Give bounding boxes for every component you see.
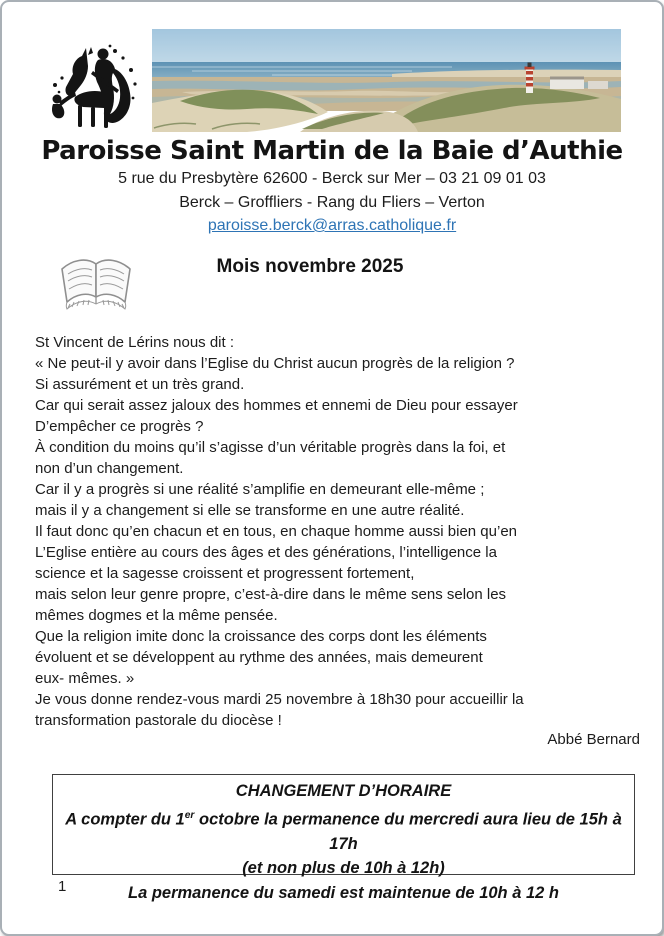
body-text-line: évoluent et se développent au rythme des années, mais demeurent (35, 649, 483, 666)
body-text-line: Il faut donc qu’en chacun et en tous, en chaque homme aussi bien qu’en (35, 523, 517, 540)
notice-line-3: La permanence du samedi est maintenue de 10h à 12 h (128, 883, 559, 902)
body-text-line: mais il y a changement si elle se transforme en une autre réalité. (35, 502, 465, 519)
saint-martin-clipart-icon (47, 43, 145, 133)
notice-title: CHANGEMENT D’HORAIRE (235, 782, 452, 800)
signature: Abbé Bernard (547, 731, 640, 748)
body-text-line: À condition du moins qu’il s’agisse d’un véritable progrès dans la foi, et (35, 439, 506, 456)
notice-line1-sup: er (184, 809, 195, 821)
body-text-line: non d’un changement. (35, 460, 184, 477)
body-text-line: Que la religion imite donc la croissance des corps dont les éléments (35, 628, 487, 645)
notice-box (52, 774, 635, 902)
body-text-line: « Ne peut-il y avoir dans l’Eglise du Christ aucun progrès de la religion ? (35, 355, 515, 372)
towns-line: Berck – Groffliers - Rang du Fliers – Verton (179, 194, 485, 211)
address-line: 5 rue du Presbytère 62600 - Berck sur Mer – 03 21 09 01 03 (118, 170, 546, 187)
body-text-line: Si assurément et un très grand. (35, 376, 245, 393)
lighthouse (525, 63, 535, 94)
notice-line-1 (53, 804, 634, 857)
notice-line1-prefix: A compter du 1 (65, 810, 185, 828)
body-text-line: eux- mêmes. » (35, 670, 135, 687)
body-text-line: L’Eglise entière au cours des âges et des générations, l’intelligence la (35, 544, 497, 561)
body-text-line: Je vous donne rendez-vous mardi 25 novembre à 18h30 pour accueillir la (35, 691, 524, 708)
body-text-line: Car qui serait assez jaloux des hommes et ennemi de Dieu pour essayer (35, 397, 518, 414)
body-text (35, 332, 650, 731)
page-title: Paroisse Saint Martin de la Baie d’Authie (41, 136, 623, 166)
body-text-line: science et la sagesse croissent et progressent fortement, (35, 565, 415, 582)
body-text-line: Car il y a progrès si une réalité s’amplifie en demeurant elle-même ; (35, 481, 485, 498)
section-heading: Mois novembre 2025 (216, 256, 404, 277)
notice-line1-suffix: octobre la permanence du mercredi aura lieu de 15h à 17h (194, 810, 622, 853)
body-text-line: transformation pastorale du diocèse ! (35, 712, 282, 729)
notice-line-2: (et non plus de 10h à 12h) (242, 859, 445, 877)
body-text-line: mêmes dogmes et la même pensée. (35, 607, 278, 624)
body-text-line: D’empêcher ce progrès ? (35, 418, 204, 435)
body-text-line: St Vincent de Lérins nous dit : (35, 334, 235, 351)
body-text-line: mais selon leur genre propre, c’est-à-dire dans le même sens selon les (35, 586, 507, 603)
email-line (2, 217, 662, 235)
email-link[interactable]: paroisse.berck@arras.catholique.fr (207, 217, 457, 234)
page-number: 1 (58, 878, 67, 895)
banner-photo (152, 29, 621, 132)
